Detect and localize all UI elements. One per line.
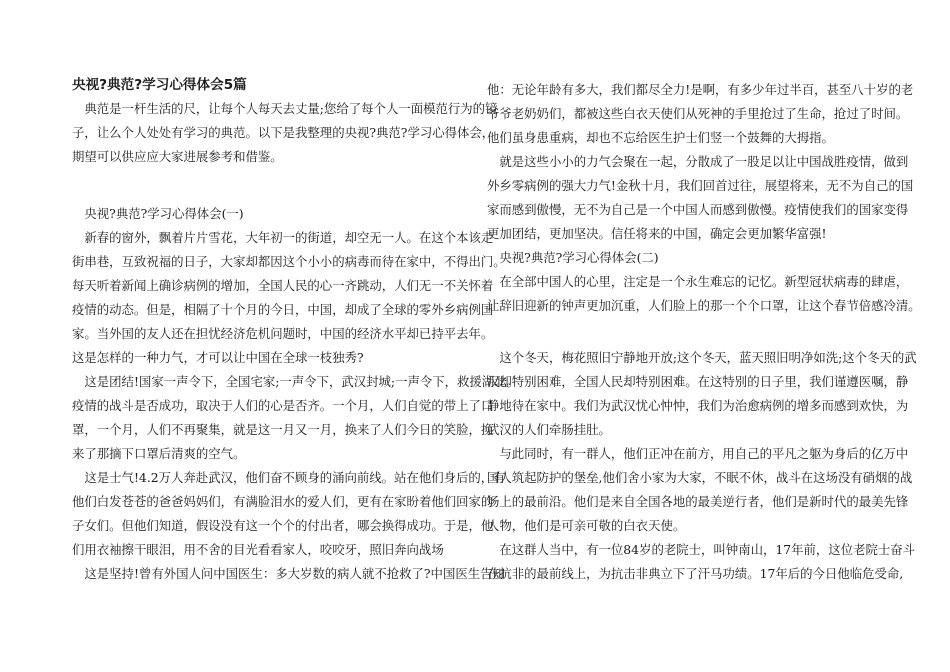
right-column-text-line: 汉却特别困难，全国人民却特别困难。在这特别的日子里，我们谨遵医嘱，静: [487, 374, 909, 389]
left-column-text-line: 这是坚持!曾有外国人问中国医生：多大岁数的病人就不抢救了?中国医生告知: [72, 566, 505, 581]
right-column-text-line: 静地待在家中。我们为武汉忧心忡忡，我们为治愈病例的增多而感到欢快，为: [487, 398, 909, 413]
right-column-text-line: 外乡零病例的强大力气!金秋十月，我们回首过往，展望将来，无不为自己的国: [487, 178, 914, 193]
left-column-text-line: 典范是一杆生活的尺，让每个人每天去丈量;您给了每个人一面模范行为的镜: [72, 101, 498, 116]
left-column-text-line: 每天听着新闻上确诊病例的增加，全国人民的心一齐跳动，人们无一不关怀着: [72, 278, 494, 293]
right-column-text-line: 人物，他们是可亲可敬的白衣天使。: [487, 518, 686, 533]
left-column-text-line: 央视?典范?学习心得体会(一): [72, 206, 244, 221]
right-column-text-line: 与此同时，有一群人，他们正冲在前方，用自己的平凡之躯为身后的亿万中: [487, 446, 909, 461]
right-column-text-line: 在这群人当中，有一位84岁的老院士，叫钟南山，17年前，这位老院士奋斗: [487, 542, 916, 557]
right-column-text-line: 就是这些小小的力气会聚在一起，分散成了一股足以让中国战胜疫情，做到: [487, 154, 909, 169]
left-column-text-line: 子，让么个人处处有学习的典范。以下是我整理的央视?典范?学习心得体会，: [72, 125, 495, 140]
right-column-text-line: 在全部中国人的心里，注定是一个永生难忘的记忆。新型冠状病毒的肆虐，: [487, 274, 909, 289]
left-column-text-line: 家。当外国的友人还在担忧经济危机问题时，中国的经济水平却已持平去年。: [72, 326, 494, 341]
left-column-text-line: 他们白发苍苍的爸爸妈妈们，有满脸泪水的爱人们，更有在家盼着他们回家的: [72, 494, 494, 509]
left-column-text-line: 疫情的动态。但是，相隔了十个月的今日，中国，却成了全球的零外乡病例国: [72, 302, 494, 317]
right-column-text-line: 在抗非的最前线上，为抗击非典立下了汗马功绩。17年后的今日他临危受命,: [487, 566, 904, 581]
right-column-text-line: 场上的最前沿。他们是来自全国各地的最美逆行者，他们是新时代的最美先锋: [487, 494, 909, 509]
left-column-text-line: 街串巷，互致祝福的日子，大家却都因这个小小的病毒而待在家中，不得出门。: [72, 254, 506, 269]
document-title: 央视?典范?学习心得体会5篇: [72, 77, 247, 93]
right-column-text-line: 爷爷老奶奶们，都被这些白衣天使们从死神的手里抢过了生命，抢过了时间。: [487, 106, 909, 121]
left-column-text-line: 新春的窗外，飘着片片雪花，大年初一的街道，却空无一人。在这个本该走: [72, 230, 494, 245]
right-column-text-line: 他们虽身患重病，却也不忘给医生护士们竖一个鼓舞的大拇指。: [487, 130, 834, 145]
left-column-text-line: 来了那摘下口罩后清爽的空气。: [72, 446, 246, 461]
left-column-text-line: 罩，一个月，人们不再聚集，就是这一月又一月，换来了人们今日的笑脸，换: [72, 422, 494, 437]
right-column-text-line: 武汉的人们牵肠挂肚。: [487, 422, 611, 437]
left-column-text-line: 这是怎样的一种力气，才可以让中国在全球一枝独秀?: [72, 350, 364, 365]
right-column-text-line: 他：无论年龄有多大，我们都尽全力!是啊，有多少年过半百，甚至八十岁的老: [487, 82, 914, 97]
right-column-text-line: 家而感到傲慢，无不为自己是一个中国人而感到傲慢。疫情使我们的国家变得: [487, 202, 909, 217]
right-column-text-line: 央视?典范?学习心得体会(二): [487, 250, 659, 265]
right-column-text-line: 更加团结，更加坚决。信任将来的中国，确定会更加繁华富强!: [487, 226, 827, 241]
left-column-text-line: 期望可以供应应大家进展参考和借鉴。: [72, 149, 283, 164]
left-column-text-line: 疫情的战斗是否成功，取决于人们的心是否齐。一个月，人们自觉的带上了口: [72, 398, 494, 413]
left-column-text-line: 这是团结!国家一声令下，全国宅家;一声令下，武汉封城;一声令下，救援湖北。: [72, 374, 519, 389]
left-column-text-line: 子女们。但他们知道，假设没有这一个个的付出者，哪会换得成功。于是，他: [72, 518, 494, 533]
left-column-text-line: 这是士气!4.2万人奔赴武汉，他们奋不顾身的涌向前线。站在他们身后的，有: [72, 470, 506, 485]
right-column-text-line: 这个冬天，梅花照旧宁静地开放;这个冬天，蓝天照旧明净如洗;这个冬天的武: [487, 350, 917, 365]
right-column-text-line: 国人筑起防护的堡垒,他们舍小家为大家，不眠不休，战斗在这场没有硝烟的战: [487, 470, 913, 485]
right-column-text-line: 让辞旧迎新的钟声更加沉重，人们脸上的那一个个口罩，让这个春节倍感冷清。: [487, 298, 921, 313]
left-column-text-line: 们用衣袖擦干眼泪，用不舍的目光看看家人，咬咬牙，照旧奔向战场: [72, 542, 444, 557]
